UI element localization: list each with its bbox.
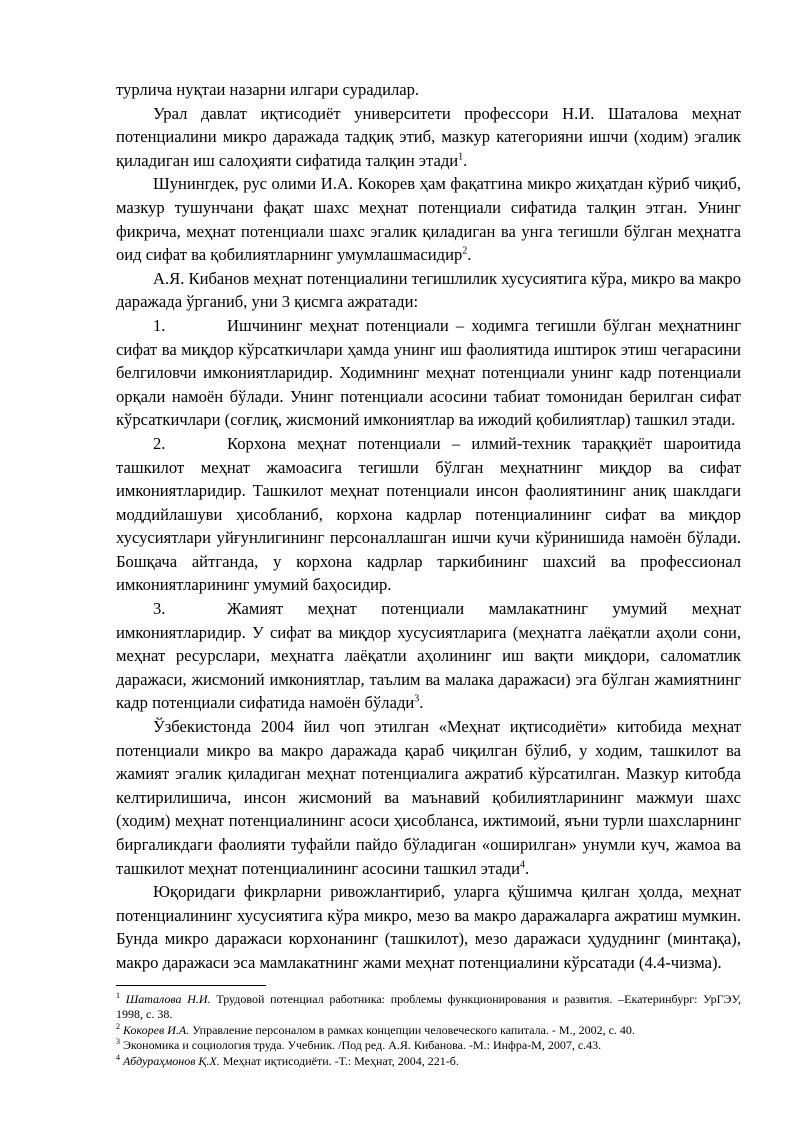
paragraph-5: Юқоридаги фикрларни ривожлантириб, уларга қўшимча қилган ҳолда, меҳнат потенциалининг хусусиятига кўра микро, мезо ва макро даражаларга ажратиш мумкин. Бунда микро даражаси корхонанинг (ташкилот), мезо даражаси ҳудуднинг (минтақа), макро даражаси эса мамлакатнинг жами меҳнат потенциалини кўрсатади (4.4-чизма). (116, 882, 741, 972)
footnote-author: Кокорев И.А. (123, 1022, 190, 1037)
footnote-author: Абдураҳмонов Қ.Х. (123, 1053, 220, 1068)
list-number: 1. (153, 315, 166, 335)
footnote-ref-3: 3 (414, 693, 420, 705)
paragraph-2: Шунингдек, рус олими И.А. Кокорев ҳам фақатгина микро жиҳатдан кўриб чиқиб, мазкур тушунчани фақат шахс меҳнат потенциали сифатида талқин этган. Унинг фикрича, меҳнат потенциали шахс эгалик қиладиган ва унга тегишли бўлган меҳнатга оид сифат ва қобилиятларнинг умумлашмасидир$^2$. (116, 174, 741, 265)
list-item-1 (116, 314, 741, 432)
paragraph-0: турлича нуқтаи назарни илгари сурадилар. (116, 80, 420, 99)
footnote-3: $^3$ Экономика и социология труда. Учебник. /Под ред. А.Я. Кибанова. -М.: Инфра-М, 2007, с.43. (116, 1037, 602, 1053)
list-number: 2. (153, 433, 166, 453)
footnote-ref-4: 4 (520, 859, 525, 871)
footnote-author: Шаталова Н.И. (125, 991, 211, 1006)
footnote-ref-1: 1 (458, 151, 464, 163)
footnote-separator (116, 985, 266, 986)
list-text: Корхона меҳнат потенциали – илмий-техник тараққиёт шароитида ташкилот меҳнат жамоасига тегишли бўлган меҳнатнинг миқдор ва сифат имкониятларидир. Ташкилот меҳнат потенциали инсон фаолиятининг аниқ шаклдаги моддийлашуви ҳисобланиб, корхона кадрлар потенциалининг сифат ва миқдор хусусиятлари уйғунлигининг персоналлашган ишчи кучи кўринишида намоён бўлади. Бошқача айтганда, у корхона кадрлар таркибининг шахсий ва профессионал имкониятларининг умумий баҳосидир. (116, 433, 741, 595)
paragraph-1: Урал давлат иқтисодиёт университети профессори Н.И. Шаталова меҳнат потенциалини микро даражада тадқиқ этиб, мазкур категорияни ишчи (ходим) эгалик қиладиган иш салоҳияти сифатида талқин этади$^1$. (116, 103, 741, 170)
list-text: Жамият меҳнат потенциали мамлакатнинг умумий меҳнат имкониятларидир. У сифат ва миқдор хусусиятларига (меҳнатга лаёқатли аҳоли сони, меҳнат ресурслари, меҳнатга лаёқатли аҳолининг иш вақти миқдори, саломатлик даражаси, жисмоний имкониятлар, таълим ва малака даражаси) эга бўлган жамиятнинг кадр потенциали сифатида намоён бўлади (116, 599, 741, 713)
document-page (116, 78, 741, 1069)
footnote-ref-2: 2 (462, 245, 468, 257)
footnote-4: $^4$ Абдураҳмонов Қ.Х. Меҳнат иқтисодиёти. -Т.: Меҳнат, 2004, 221-б. (116, 1052, 459, 1068)
paragraph-3: А.Я. Кибанов меҳнат потенциалини тегишлилик хусусиятига кўра, микро ва макро даражада ўрганиб, уни 3 қисмга ажратади: (116, 268, 741, 312)
list-item-3: 3. Жамият меҳнат потенциали мамлакатнинг умумий меҳнат имкониятларидир. У сифат ва миқдор хусусиятларига (меҳнатга лаёқатли аҳоли сони, меҳнат ресурслари, меҳнатга лаёқатли аҳолининг иш вақти миқдори, саломатлик даражаси, жисмоний имкониятлар, таълим ва малака даражаси) эга бўлган жамиятнинг кадр потенциали сифатида намоён бўлади$^3$. (116, 599, 741, 713)
list-text: Ишчининг меҳнат потенциали – ходимга тегишли бўлган меҳнатнинг сифат ва миқдор кўрсаткичлари ҳамда унинг иш фаолиятида иштирок этиш чегарасини белгиловчи имкониятларидир. Ходимнинг меҳнат потенциали унинг кадр потенциали орқали намоён бўлади. Унинг потенциали асосини табиат томонидан берилган сифат кўрсаткичлари (соғлиқ, жисмоний имкониятлар ва ижодий қобилиятлар) ташкил этади. (116, 315, 741, 430)
footnote-1: $^1$ Шаталова Н.И. Трудовой потенциал работника: проблемы функционирования и развития. –Екатеринбург: УрГЭУ, 1998, с. 38. (116, 990, 742, 1022)
list-item-2 (116, 432, 741, 597)
list-number: 3. (153, 599, 166, 619)
footnote-2: $^2$ Кокорев И.А. Управление персоналом в рамках концепции человеческого капитала. - М., 2002, с. 40. (116, 1021, 635, 1037)
paragraph-4: Ўзбекистонда 2004 йил чоп этилган «Меҳнат иқтисодиёти» китобида меҳнат потенциали микро ва макро даражада қараб чиқилган бўлиб, у ходим, ташкилот ва жамият эгалик қиладиган меҳнат потенциалига ажратиб кўрсатилган. Мазкур китобда келтирилишича, инсон жисмоний ва маънавий қобилиятларининг мажмуи шахс (ходим) меҳнат потенциалининг асоси ҳисобланса, ижтимоий, яъни турли шахсларнинг биргаликдаги фаолияти туфайли пайдо бўладиган «оширилган» унумли куч, жамоа ва ташкилот меҳнат потенциалининг асосини ташкил этади$^4$. (116, 717, 741, 878)
